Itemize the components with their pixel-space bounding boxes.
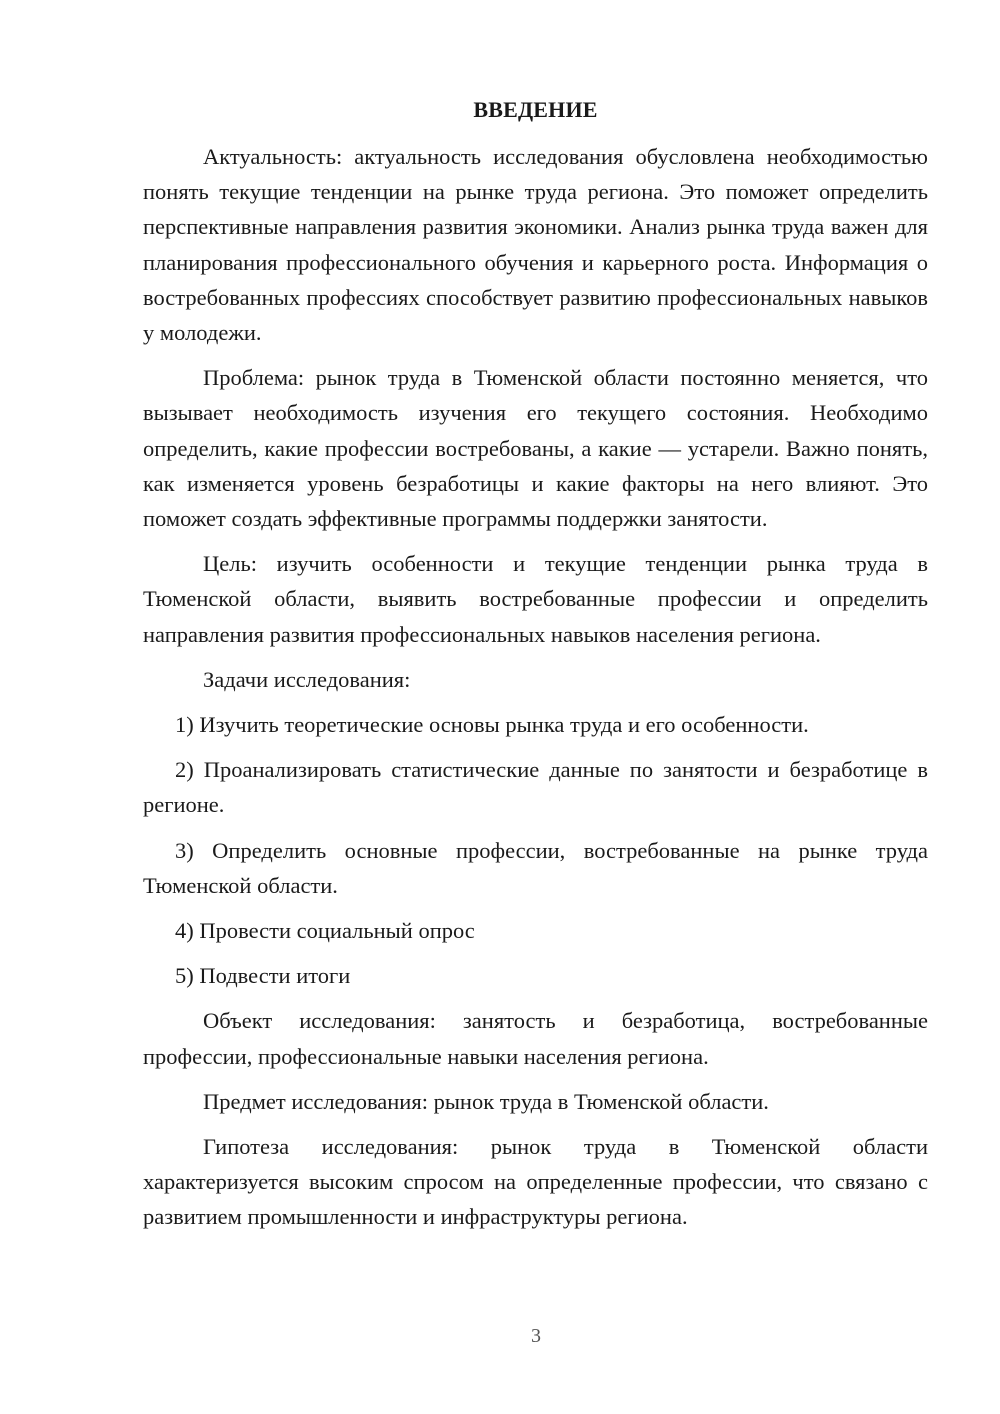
paragraph-relevance: Актуальность: актуальность исследования обусловлена необходимостью понять текущие тенденции на рынке труда региона. Это поможет определить перспективные направления развития экономики. Анализ рынка труда важен для планирования профессионального обучения и карьерного роста. Информация о востребованных профессиях способствует развитию профессиональных навыков у молодежи. (143, 144, 928, 346)
paragraph-problem: Проблема: рынок труда в Тюменской области постоянно меняется, что вызывает необходимость изучения его текущего состояния. Необходимо определить, какие профессии востребованы, а какие — устарели. Важно понять, как изменяется уровень безработицы и какие факторы на него влияют. Это поможет создать эффективные программы поддержки занятости. (143, 365, 928, 532)
task-item-3: 3) Определить основные профессии, востребованные на рынке труда Тюменской области. (143, 837, 928, 898)
tasks-heading: Задачи исследования: (203, 666, 411, 692)
page-number: 3 (531, 1325, 541, 1347)
paragraph-subject: Предмет исследования: рынок труда в Тюменской области. (203, 1088, 769, 1114)
section-title: ВВЕДЕНИЕ (473, 97, 598, 122)
paragraph-goal: Цель: изучить особенности и текущие тенденции рынка труда в Тюменской области, выявить востребованные профессии и определить направления развития профессиональных навыков населения региона. (143, 551, 928, 647)
task-item-4: 4) Провести социальный опрос (175, 918, 475, 944)
task-item-1: 1) Изучить теоретические основы рынка труда и его особенности. (175, 712, 809, 738)
document-page (143, 92, 928, 1245)
paragraph-object: Объект исследования: занятость и безработица, востребованные профессии, профессиональные навыки населения региона. (143, 1008, 928, 1069)
paragraph-hypothesis: Гипотеза исследования: рынок труда в Тюменской области характеризуется высоким спросом на определенные профессии, что связано с развитием промышленности и инфраструктуры региона. (143, 1134, 928, 1230)
task-item-2: 2) Проанализировать статистические данные по занятости и безработице в регионе. (143, 757, 928, 818)
task-item-5: 5) Подвести итоги (175, 963, 351, 989)
